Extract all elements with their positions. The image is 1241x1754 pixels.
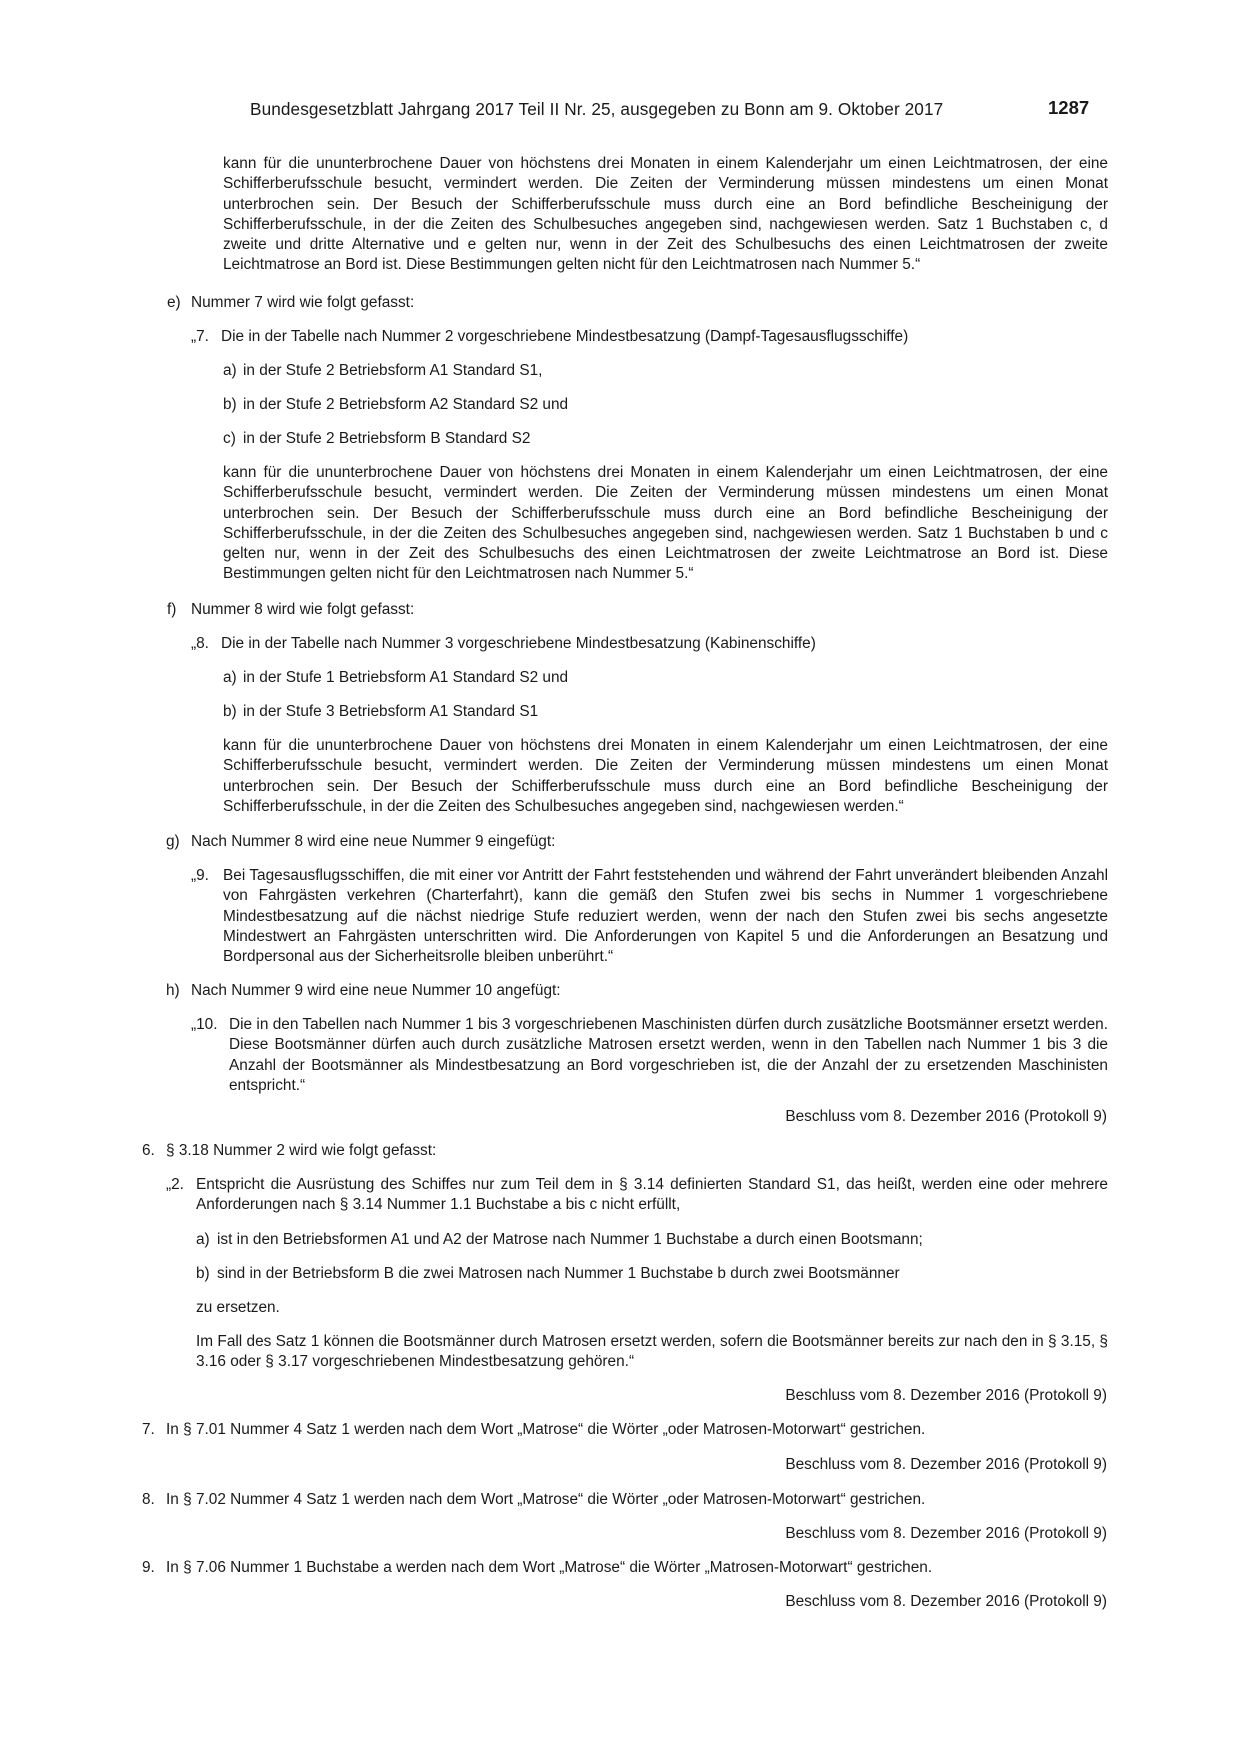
item-g-sub-marker: „9. xyxy=(191,867,209,884)
item-6-extra-paragraph: Im Fall des Satz 1 können die Bootsmänner durch Matrosen ersetzt werden, sofern die Bootsmänner bereits zur nach den in § 3.15, § 3.16 oder § 3.17 vorgeschriebenen Mindestbesatzung gehören.“ xyxy=(196,1333,1108,1371)
resolution-reference: Beschluss vom 8. Dezember 2016 (Protokoll 9) xyxy=(785,1593,1107,1610)
gazette-title: Bundesgesetzblatt Jahrgang 2017 Teil II Nr. 25, ausgegeben zu Bonn am 9. Oktober 2017 xyxy=(250,99,944,119)
item-7-marker: 7. xyxy=(142,1421,155,1438)
item-e-sub-text: Die in der Tabelle nach Nummer 2 vorgeschriebene Mindestbesatzung (Dampf-Tagesausflugsschiffe) xyxy=(221,328,909,345)
page-header xyxy=(0,99,1241,123)
item-6-list-a-marker: a) xyxy=(196,1231,210,1248)
item-e-list-c-marker: c) xyxy=(223,430,236,447)
item-6-list-b-marker: b) xyxy=(196,1265,210,1282)
item-9-marker: 9. xyxy=(142,1559,155,1576)
item-6-list-b-text: sind in der Betriebsform B die zwei Matrosen nach Nummer 1 Buchstabe b durch zwei Bootsmänner xyxy=(217,1265,900,1282)
item-f-marker: f) xyxy=(167,601,177,618)
item-h-sub-marker: „10. xyxy=(191,1016,218,1033)
item-e-closing-paragraph: kann für die ununterbrochene Dauer von höchstens drei Monaten in einem Kalenderjahr um einen Leichtmatrosen, der eine Schifferberufsschule besucht, vermindert werden. Die Zeiten der Verminderung müssen mindestens um einen Monat unterbrochen sein. Der Besuch der Schifferberufsschule muss durch eine an Bord befindliche Bescheinigung der Schifferberufsschule, in der die Zeiten des Schulbesuches angegeben sind, nachgewiesen werden. Satz 1 Buchstaben b und c gelten nur, wenn in der Zeit des Schulbesuchs des einen Leichtmatrosen der zweite Leichtmatrose an Bord ist. Diese Bestimmungen gelten nicht für den Leichtmatrosen nach Nummer 5.“ xyxy=(223,464,1108,583)
item-f-text: Nummer 8 wird wie folgt gefasst: xyxy=(191,601,415,618)
item-g-marker: g) xyxy=(166,833,180,850)
continuation-paragraph: kann für die ununterbrochene Dauer von höchstens drei Monaten in einem Kalenderjahr um einen Leichtmatrosen, der eine Schifferberufsschule besucht, vermindert werden. Die Zeiten der Verminderung müssen mindestens um einen Monat unterbrochen sein. Der Besuch der Schifferberufsschule muss durch eine an Bord befindliche Bescheinigung der Schifferberufsschule, in der die Zeiten des Schulbesuches angegeben sind, nachgewiesen werden. Satz 1 Buchstaben c, d zweite und dritte Alternative und e gelten nur, wenn in der Zeit des Schulbesuchs des einen Leichtmatrosen der zweite Leichtmatrose an Bord ist. Diese Bestimmungen gelten nicht für den Leichtmatrosen nach Nummer 5.“ xyxy=(223,155,1108,274)
item-e-sub-marker: „7. xyxy=(191,328,209,345)
item-9-text: In § 7.06 Nummer 1 Buchstabe a werden nach dem Wort „Matrose“ die Wörter „Matrosen-Motorwart“ gestrichen. xyxy=(166,1559,933,1576)
item-6-list-a-text: ist in den Betriebsformen A1 und A2 der Matrose nach Nummer 1 Buchstabe a durch einen Bootsmann; xyxy=(217,1231,923,1248)
item-e-list-a-text: in der Stufe 2 Betriebsform A1 Standard S1, xyxy=(243,362,543,379)
item-8-text: In § 7.02 Nummer 4 Satz 1 werden nach dem Wort „Matrose“ die Wörter „oder Matrosen-Motorwart“ gestrichen. xyxy=(166,1491,926,1508)
item-e-list-a-marker: a) xyxy=(223,362,237,379)
item-e-marker: e) xyxy=(167,294,181,311)
item-f-list-a-marker: a) xyxy=(223,669,237,686)
item-g-text: Nach Nummer 8 wird eine neue Nummer 9 eingefügt: xyxy=(191,833,556,850)
item-f-sub-marker: „8. xyxy=(191,635,209,652)
item-e-list-b-text: in der Stufe 2 Betriebsform A2 Standard S2 und xyxy=(243,396,569,413)
item-e-text: Nummer 7 wird wie folgt gefasst: xyxy=(191,294,415,311)
item-h-marker: h) xyxy=(166,982,180,999)
resolution-reference: Beschluss vom 8. Dezember 2016 (Protokoll 9) xyxy=(785,1525,1107,1542)
item-e-list-c-text: in der Stufe 2 Betriebsform B Standard S2 xyxy=(243,430,531,447)
item-6-sub-paragraph: Entspricht die Ausrüstung des Schiffes nur zum Teil dem in § 3.14 definierten Standard S1, das heißt, werden eine oder mehrere Anforderungen nach § 3.14 Nummer 1.1 Buchstabe a bis c nicht erfüllt, xyxy=(196,1176,1108,1214)
item-6-sub-marker: „2. xyxy=(166,1176,184,1193)
item-7-text: In § 7.01 Nummer 4 Satz 1 werden nach dem Wort „Matrose“ die Wörter „oder Matrosen-Motorwart“ gestrichen. xyxy=(166,1421,926,1438)
resolution-reference: Beschluss vom 8. Dezember 2016 (Protokoll 9) xyxy=(785,1108,1107,1125)
item-g-sub-paragraph: Bei Tagesausflugsschiffen, die mit einer vor Antritt der Fahrt feststehenden und während der Fahrt unverändert bleibenden Anzahl von Fahrgästen verkehren (Charterfahrt), kann die gemäß den Stufen zwei bis sechs in Nummer 1 vorgeschriebene Mindestbesatzung auf die nächst niedrige Stufe reduziert werden, wenn der nach den Stufen zwei bis sechs angesetzte Mindestwert an Fahrgästen unterschritten wird. Die Anforderungen von Kapitel 5 und die Anforderungen an Besatzung und Bordpersonal aus der Sicherheitsrolle bleiben unberührt.“ xyxy=(223,867,1108,966)
item-f-closing-paragraph: kann für die ununterbrochene Dauer von höchstens drei Monaten in einem Kalenderjahr um einen Leichtmatrosen, der eine Schifferberufsschule besucht, vermindert werden. Die Zeiten der Verminderung müssen mindestens um einen Monat unterbrochen sein. Der Besuch der Schifferberufsschule muss durch eine an Bord befindliche Bescheinigung der Schifferberufsschule, in der die Zeiten des Schulbesuches angegeben sind, nachgewiesen werden.“ xyxy=(223,737,1108,815)
item-6-text: § 3.18 Nummer 2 wird wie folgt gefasst: xyxy=(166,1142,437,1159)
item-h-sub-paragraph: Die in den Tabellen nach Nummer 1 bis 3 vorgeschriebenen Maschinisten dürfen durch zusätzliche Bootsmänner ersetzt werden. Diese Bootsmänner dürfen auch durch zusätzliche Matrosen ersetzt werden, wenn in den Tabellen nach Nummer 1 bis 3 die Anzahl der Bootsmänner als Mindestbesatzung an Bord vorgeschrieben ist, die der Anzahl der zu ersetzenden Maschinisten entspricht.“ xyxy=(229,1016,1108,1094)
item-f-list-b-text: in der Stufe 3 Betriebsform A1 Standard S1 xyxy=(243,703,539,720)
item-f-list-a-text: in der Stufe 1 Betriebsform A1 Standard S2 und xyxy=(243,669,569,686)
page-number: 1287 xyxy=(1048,97,1090,118)
resolution-reference: Beschluss vom 8. Dezember 2016 (Protokoll 9) xyxy=(785,1387,1107,1404)
item-e-list-b-marker: b) xyxy=(223,396,237,413)
item-f-sub-text: Die in der Tabelle nach Nummer 3 vorgeschriebene Mindestbesatzung (Kabinenschiffe) xyxy=(221,635,816,652)
item-6-marker: 6. xyxy=(142,1142,155,1159)
item-6-closing-text: zu ersetzen. xyxy=(196,1299,280,1316)
item-h-text: Nach Nummer 9 wird eine neue Nummer 10 angefügt: xyxy=(191,982,561,999)
item-f-list-b-marker: b) xyxy=(223,703,237,720)
resolution-reference: Beschluss vom 8. Dezember 2016 (Protokoll 9) xyxy=(785,1456,1107,1473)
item-8-marker: 8. xyxy=(142,1491,155,1508)
